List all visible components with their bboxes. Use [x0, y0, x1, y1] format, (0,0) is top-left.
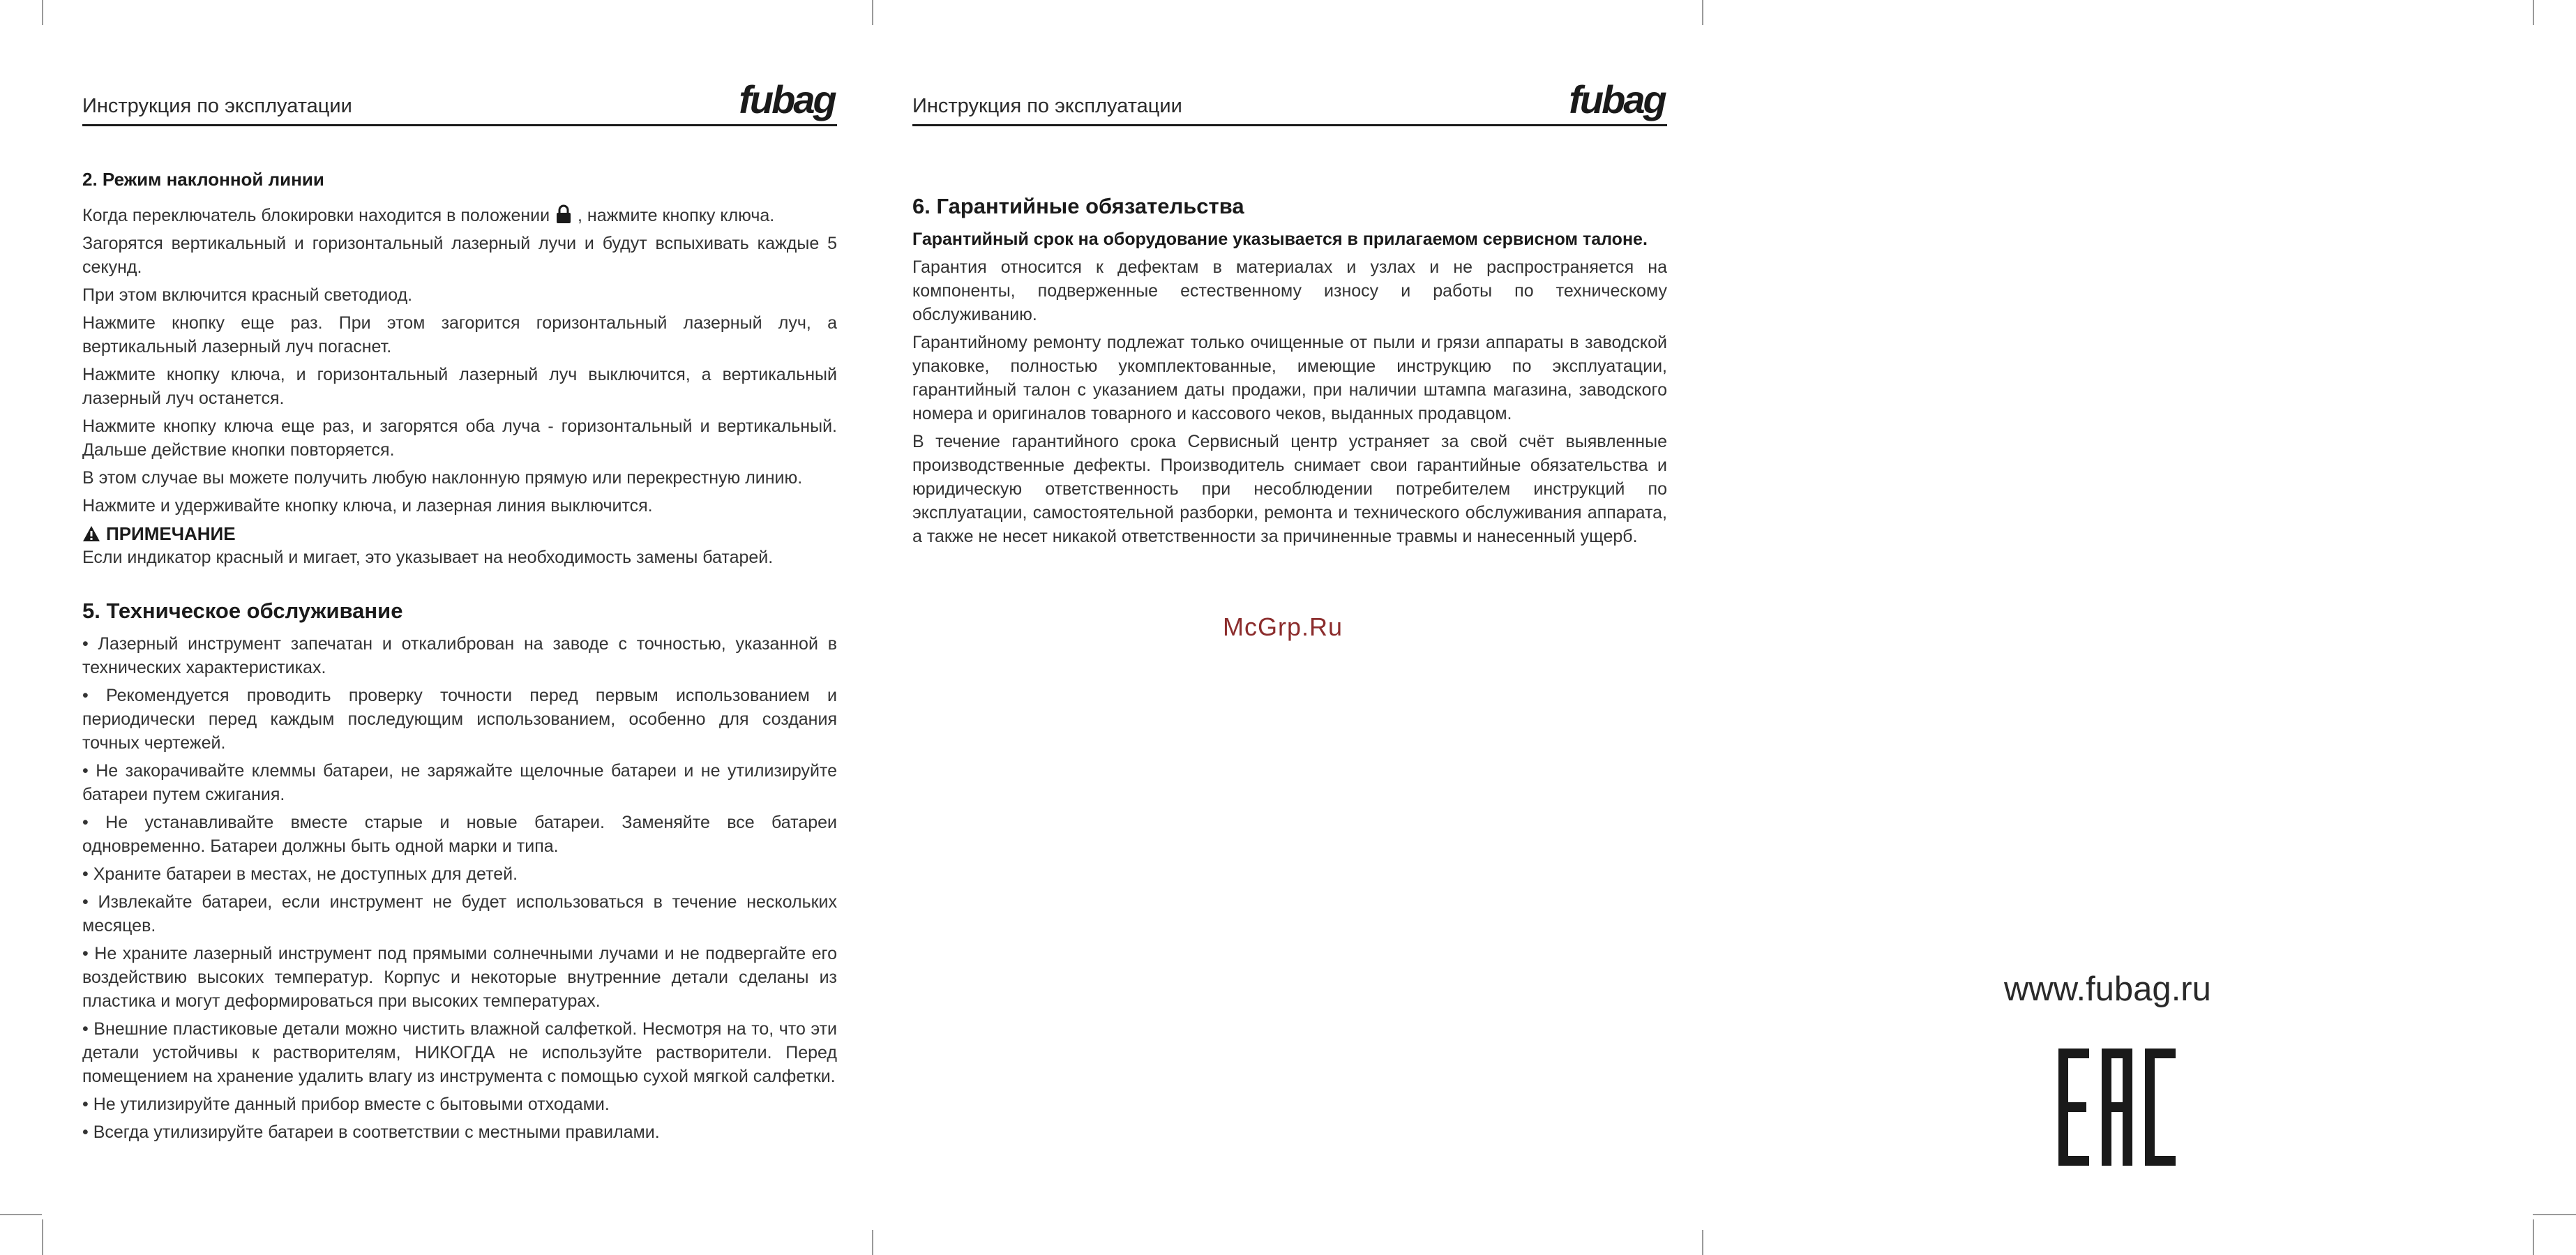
list-item: • Всегда утилизируйте батареи в соответствии с местными правилами.	[82, 1122, 660, 1142]
paragraph: Гарантийному ремонту подлежат только очищенные от пыли и грязи аппараты в заводской упаковке, полностью укомплектованные, имеющие инструкцию по эксплуатации, гарантийный талон с указанием даты продажи, при наличии штампа магазина, заводского номера и оригиналов товарного и кассового чеков, выданных продавцом.	[912, 333, 1667, 423]
crop-mark	[1702, 0, 1703, 25]
header-rule	[912, 124, 1667, 126]
paragraph: Нажмите кнопку еще раз. При этом загорится горизонтальный лазерный луч, а вертикальный лазерный луч погаснет.	[82, 313, 837, 356]
header-rule	[82, 124, 837, 126]
subheading-tilt-mode: 2. Режим наклонной линии	[82, 169, 324, 190]
crop-mark	[2533, 0, 2534, 25]
watermark: McGrp.Ru	[1223, 613, 1343, 641]
middle-content	[912, 193, 1667, 553]
lead-paragraph: Гарантийный срок на оборудование указывается в прилагаемом сервисном талоне.	[912, 230, 1648, 249]
paragraph: Нажмите кнопку ключа еще раз, и загорятся оба луча - горизонтальный и вертикальный. Дальше действие кнопки повторяется.	[82, 416, 837, 460]
left-content	[82, 167, 837, 1148]
page-left	[82, 0, 837, 1255]
list-item: • Лазерный инструмент запечатан и откалиброван на заводе с точностью, указанной в технических характеристиках.	[82, 634, 837, 677]
crop-mark	[2533, 1219, 2534, 1255]
eac-mark	[2058, 1049, 2176, 1166]
header-title: Инструкция по эксплуатации	[912, 95, 1182, 117]
logo-text: fubag	[1569, 77, 1665, 121]
paragraph: Нажмите и удерживайте кнопку ключа, и лазерная линия выключится.	[82, 496, 653, 516]
note-text: Если индикатор красный и мигает, это указывает на необходимость замены батарей.	[82, 548, 774, 567]
paragraph: При этом включится красный светодиод.	[82, 285, 413, 305]
website-url: www.fubag.ru	[2004, 970, 2211, 1008]
section-6-title: 6. Гарантийные обязательства	[912, 194, 1244, 218]
paragraph-text: , нажмите кнопку ключа.	[578, 206, 775, 225]
list-item: • Не утилизируйте данный прибор вместе с бытовыми отходами.	[82, 1095, 610, 1114]
page-header	[912, 77, 1667, 130]
paragraph: Гарантия относится к дефектам в материалах и узлах и не распространяется на компоненты, подверженные естественному износу и работы по техническому обслуживанию.	[912, 257, 1667, 324]
section-5-title: 5. Техническое обслуживание	[82, 599, 403, 623]
header-title: Инструкция по эксплуатации	[82, 95, 352, 117]
paragraph-text: Когда переключатель блокировки находится в положении	[82, 206, 550, 225]
crop-mark	[2533, 1214, 2576, 1215]
paragraph: В течение гарантийного срока Сервисный центр устраняет за свой счёт выявленные производственные дефекты. Производитель снимает свои гарантийные обязательства и юридическую ответственность при несоблюдении потребителем инструкций по эксплуатации, самостоятельной разборки, ремонта и технического обслуживания аппарата, а также не несет никакой ответственности за причиненные травмы и нанесенный ущерб.	[912, 432, 1667, 546]
list-item: • Внешние пластиковые детали можно чистить влажной салфеткой. Несмотря на то, что эти детали устойчивы к растворителям, НИКОГДА не используйте растворители. Перед помещением на хранение удалить влагу из инструмента с помощью сухой мягкой салфетки.	[82, 1019, 837, 1086]
crop-mark	[42, 1219, 43, 1255]
paragraph	[82, 204, 837, 227]
crop-mark	[872, 1230, 873, 1255]
crop-mark	[0, 1214, 42, 1215]
page-header	[82, 77, 837, 130]
note-title: ПРИМЕЧАНИЕ	[106, 523, 236, 544]
paragraph: Загорятся вертикальный и горизонтальный лазерный лучи и будут вспыхивать каждые 5 секунд.	[82, 234, 837, 277]
list-item: • Рекомендуется проводить проверку точности перед первым использованием и периодически перед каждым последующим использованием, особенно для создания точных чертежей.	[82, 686, 837, 753]
list-item: • Извлекайте батареи, если инструмент не будет использоваться в течение нескольких месяцев.	[82, 892, 837, 935]
warning-icon	[82, 525, 100, 542]
paragraph: В этом случае вы можете получить любую наклонную прямую или перекрестную линию.	[82, 468, 803, 488]
list-item: • Храните батареи в местах, не доступных для детей.	[82, 864, 518, 884]
list-item: • Не закорачивайте клеммы батареи, не заряжайте щелочные батареи и не утилизируйте батареи путем сжигания.	[82, 761, 837, 804]
list-item: • Не храните лазерный инструмент под прямыми солнечными лучами и не подвергайте его воздействию высоких температур. Корпус и некоторые внутренние детали сделаны из пластика и могут деформироваться при высоких температурах.	[82, 944, 837, 1011]
spacer	[82, 573, 837, 597]
fubag-logo	[1567, 77, 1667, 127]
note-heading	[82, 522, 837, 546]
list-item: • Не устанавливайте вместе старые и новые батареи. Заменяйте все батареи одновременно. Батареи должны быть одной марки и типа.	[82, 813, 837, 856]
crop-mark	[1702, 1230, 1703, 1255]
lock-icon	[556, 204, 571, 224]
logo-text: fubag	[739, 77, 835, 121]
crop-mark	[42, 0, 43, 25]
fubag-logo	[737, 77, 837, 127]
paragraph: Нажмите кнопку ключа, и горизонтальный лазерный луч выключится, а вертикальный лазерный луч останется.	[82, 365, 837, 408]
crop-mark	[872, 0, 873, 25]
